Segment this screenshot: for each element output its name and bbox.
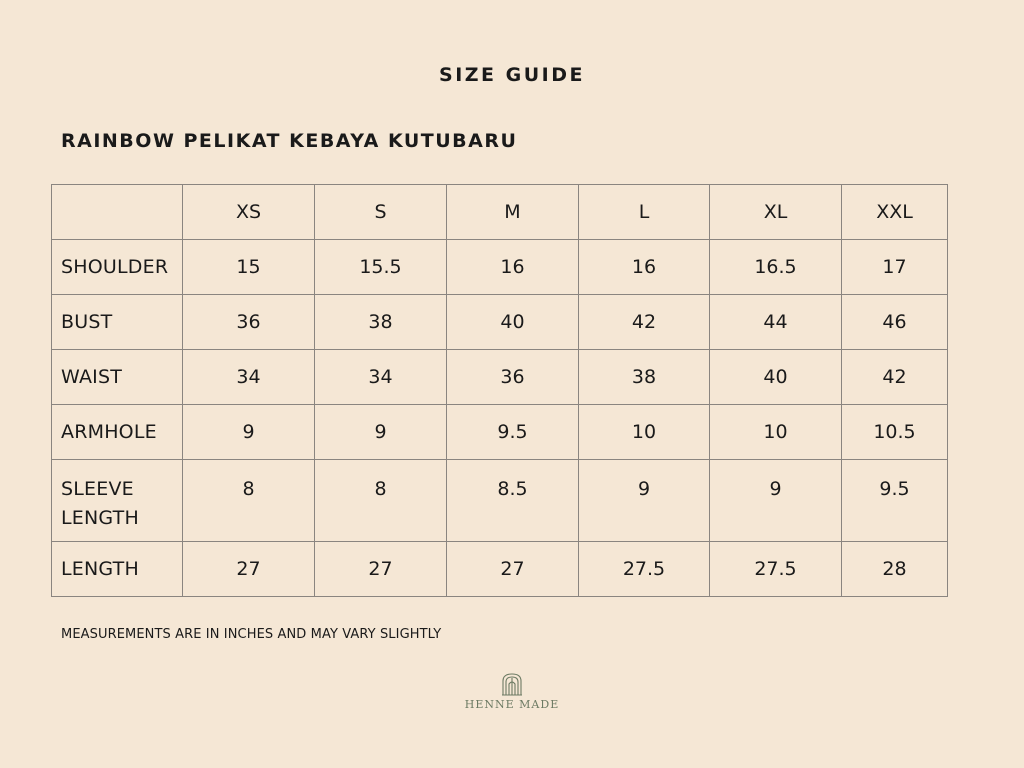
- table-cell: 16.5: [710, 240, 842, 295]
- header-cell-s: S: [315, 185, 447, 240]
- row-label: WAIST: [52, 350, 183, 405]
- table-cell: 27: [315, 542, 447, 597]
- header-cell-m: M: [447, 185, 579, 240]
- table-row-bust: [52, 295, 948, 350]
- table-cell: 34: [183, 350, 315, 405]
- table-cell: 9.5: [842, 460, 948, 542]
- arch-monogram-icon: [500, 672, 524, 696]
- brand-name: HENNE MADE: [464, 698, 560, 711]
- table-cell: 42: [579, 295, 710, 350]
- table-cell: 44: [710, 295, 842, 350]
- table-cell: 10.5: [842, 405, 948, 460]
- table-cell: 9: [579, 460, 710, 542]
- header-cell-xl: XL: [710, 185, 842, 240]
- table-cell: 10: [579, 405, 710, 460]
- table-cell: 40: [447, 295, 579, 350]
- table-cell: 28: [842, 542, 948, 597]
- brand-logo: [0, 672, 1024, 711]
- table-cell: 36: [447, 350, 579, 405]
- table-cell: 27.5: [710, 542, 842, 597]
- table-cell: 16: [447, 240, 579, 295]
- product-name: RAINBOW PELIKAT KEBAYA KUTUBARU: [61, 130, 518, 152]
- table-cell: 46: [842, 295, 948, 350]
- size-chart-table: [51, 184, 948, 597]
- table-cell: 38: [579, 350, 710, 405]
- table-cell: 27: [183, 542, 315, 597]
- table-cell: 8: [315, 460, 447, 542]
- table-cell: 9: [183, 405, 315, 460]
- header-cell-l: L: [579, 185, 710, 240]
- table-cell: 38: [315, 295, 447, 350]
- table-cell: 17: [842, 240, 948, 295]
- table-row-length: [52, 542, 948, 597]
- measurement-note: MEASUREMENTS ARE IN INCHES AND MAY VARY SLIGHTLY: [61, 627, 442, 642]
- table-row-sleeve-length: [52, 460, 948, 542]
- row-label: SLEEVE LENGTH: [52, 460, 183, 542]
- table-row-waist: [52, 350, 948, 405]
- table-cell: 16: [579, 240, 710, 295]
- table-cell: 9: [315, 405, 447, 460]
- table-row-shoulder: [52, 240, 948, 295]
- header-cell-xxl: XXL: [842, 185, 948, 240]
- table-cell: 40: [710, 350, 842, 405]
- table-cell: 27.5: [579, 542, 710, 597]
- row-label: SHOULDER: [52, 240, 183, 295]
- row-label: LENGTH: [52, 542, 183, 597]
- table-cell: 8.5: [447, 460, 579, 542]
- row-label: ARMHOLE: [52, 405, 183, 460]
- table-row-armhole: [52, 405, 948, 460]
- table-cell: 34: [315, 350, 447, 405]
- table-cell: 15.5: [315, 240, 447, 295]
- table-cell: 9.5: [447, 405, 579, 460]
- header-cell-empty: [52, 185, 183, 240]
- table-cell: 36: [183, 295, 315, 350]
- table-cell: 8: [183, 460, 315, 542]
- table-cell: 10: [710, 405, 842, 460]
- table-cell: 27: [447, 542, 579, 597]
- header-cell-xs: XS: [183, 185, 315, 240]
- table-cell: 15: [183, 240, 315, 295]
- table-cell: 42: [842, 350, 948, 405]
- table-header-row: [52, 185, 948, 240]
- row-label: BUST: [52, 295, 183, 350]
- table-cell: 9: [710, 460, 842, 542]
- page-title: SIZE GUIDE: [439, 64, 585, 86]
